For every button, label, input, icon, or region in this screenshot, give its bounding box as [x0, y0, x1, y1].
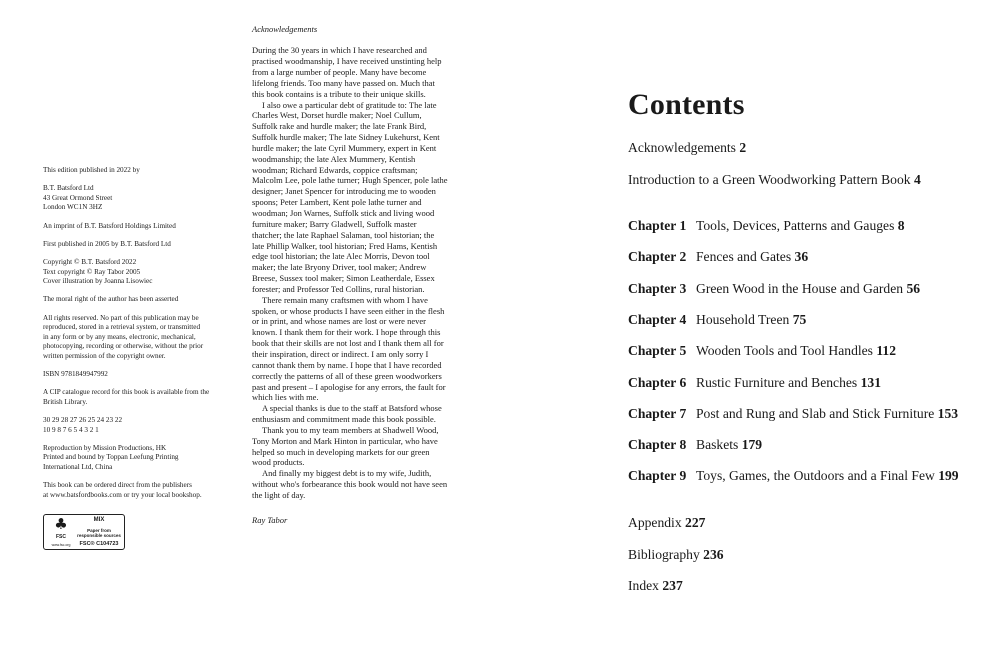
- acknowledgements-paragraph: Thank you to my team members at Shadwell Wood, Tony Morton and Mark Hinton in particular, who have helped so much in developing markets for our green wood products.: [252, 424, 439, 468]
- imprint-line: This edition published in 2022 by: [43, 166, 140, 174]
- chapter-page: 56: [906, 280, 921, 296]
- acknowledgements-paragraph: A special thanks is due to the staff at Batsford whose enthusiasm and commitment made this book possible.: [252, 403, 442, 425]
- chapter-number: Chapter 1: [628, 218, 687, 233]
- toc-entry-title: Bibliography: [628, 546, 700, 562]
- chapter-number: Chapter 8: [628, 437, 687, 453]
- toc-entry-appendix: [628, 515, 705, 531]
- chapter-number: Chapter 7: [628, 405, 687, 421]
- imprint-line: An imprint of B.T. Batsford Holdings Limited: [43, 221, 176, 230]
- chapter-page: 8: [897, 218, 905, 233]
- toc-entry-acknowledgements: [628, 140, 746, 156]
- chapter-title: Fences and Gates: [696, 249, 792, 265]
- imprint-column: [43, 166, 243, 550]
- toc-entry-page: 236: [703, 546, 724, 562]
- toc-entry-introduction: [628, 172, 921, 188]
- chapter-title: Toys, Games, the Outdoors and a Final Few: [696, 468, 935, 484]
- imprint-line: Reproduction by Mission Productions, HK Printed and bound by Toppan Leefung Printing International Ltd, China: [43, 443, 179, 471]
- toc-entry-index: [628, 578, 683, 594]
- chapter-page: 131: [860, 374, 882, 390]
- toc-entry-page: 2: [739, 140, 747, 155]
- chapter-title: Rustic Furniture and Benches: [696, 374, 858, 390]
- toc-entry-page: 227: [685, 515, 706, 530]
- toc-chapter-9: [628, 468, 959, 484]
- imprint-line: All rights reserved. No part of this publication may be reproduced, stored in a retrieval system, or transmitted in any form or by any means, electronic, mechanical, photocopying, recording or otherwise, without the prior written permission of the copyright owner.: [43, 313, 204, 360]
- fsc-mix: MIX: [93, 517, 105, 524]
- toc-chapter-7: [628, 406, 958, 422]
- fsc-source: Paper from responsible sources: [77, 527, 121, 538]
- fsc-site: www.fsc.org: [51, 543, 71, 548]
- toc-entry-page: 4: [913, 172, 921, 187]
- acknowledgements-paragraph: I also owe a particular debt of gratitude to: The late Charles West, Dorset hurdle maker; Noel Cullum, Suffolk rake and hurdle maker; the late Frank Bird, Suffolk hurdle maker; The late Sidney Lukehurst, Kent hurdle maker; the late Cyril Mummery, expert in Kent woodmanship; the late Alex Mummery, Kentish woodman; Richard Edwards, coppice craftsman; Malcolm Lee, pole lathe turner; Hugh Spencer, pole lathe designer; Janet Spencer for introducing me to wooden spoons; Peter Lambert, Kent pole lathe turner and woodman; Jon Warnes, Suffolk stick and living wood furniture maker; Barry Gladwell, Suffolk master thatcher; the late Raphael Salaman, tool historian; the late Phillip Walker, tool historian; Fred Hams, Kentish edge tool historian; the late Alec Morris, Devon tool maker; the late Bryony Driver, tool maker; Andrew Breese, Sussex tool maker; Simon Leatherdale, Essex forester; and Professor Ted Collins, rural historian.: [252, 99, 448, 294]
- toc-chapter-2: [628, 249, 808, 265]
- chapter-number: Chapter 4: [628, 311, 687, 327]
- chapter-number: Chapter 2: [628, 249, 687, 265]
- imprint-line: B.T. Batsford Ltd 43 Great Ormond Street London WC1N 3HZ: [43, 184, 113, 212]
- imprint-line: Copyright © B.T. Batsford 2022 Text copyright © Ray Tabor 2005 Cover illustration by Joanna Lisowiec: [43, 257, 153, 286]
- toc-entry-page: 237: [662, 578, 683, 593]
- acknowledgements-title: Acknowledgements: [252, 24, 318, 34]
- fsc-logo: [43, 514, 125, 550]
- fsc-code: FSC® C104723: [79, 541, 119, 548]
- toc-chapter-3: [628, 281, 920, 297]
- fsc-label: FSC: [56, 534, 66, 541]
- chapter-number: Chapter 3: [628, 280, 687, 296]
- chapter-title: Green Wood in the House and Garden: [696, 280, 904, 296]
- imprint-line: ISBN 9781849947992: [43, 370, 108, 379]
- toc-entry-title: Appendix: [628, 515, 682, 530]
- imprint-line: This book can be ordered direct from the publishers at www.batsfordbooks.com or try your local bookshop.: [43, 481, 202, 499]
- chapter-number: Chapter 6: [628, 374, 687, 390]
- fsc-mark: [46, 517, 76, 547]
- author-signature: Ray Tabor: [252, 514, 288, 525]
- tree-icon: ♣: [54, 515, 68, 534]
- toc-entry-title: Acknowledgements: [628, 140, 736, 155]
- toc-entry-title: Index: [628, 578, 659, 593]
- chapter-page: 153: [937, 405, 959, 421]
- fsc-details: [76, 517, 122, 547]
- toc-chapter-5: [628, 343, 896, 359]
- acknowledgements-paragraph: There remain many craftsmen with whom I have spoken, or whose products I have seen either in the flesh or in print, and whose names are lost or were never known. I thank them for their work. I hope through this book that their skills are not lost and I thank them all for their inspiration, direct or indirect. I am only sorry I cannot thank them by name. I hope that I have recorded correctly the patterns of all of these green woodworkers past and present – I apologise for any errors, the fault for which lies with me.: [252, 294, 446, 403]
- chapter-number: Chapter 9: [628, 468, 687, 484]
- acknowledgements-paragraph: And finally my biggest debt is to my wife, Judith, without who's forbearance this book would not have seen the light of day.: [252, 468, 448, 500]
- imprint-line: 30 29 28 27 26 25 24 23 22 10 9 8 7 6 5 4 3 2 1: [43, 416, 123, 434]
- chapter-title: Wooden Tools and Tool Handles: [696, 343, 873, 359]
- chapter-page: 112: [876, 343, 897, 359]
- chapter-page: 36: [794, 249, 809, 265]
- chapter-page: 199: [938, 468, 959, 484]
- contents-title: Contents: [628, 88, 745, 121]
- chapter-page: 179: [741, 437, 763, 453]
- imprint-line: The moral right of the author has been asserted: [43, 295, 179, 304]
- toc-entry-title: Introduction to a Green Woodworking Pattern Book: [628, 172, 911, 187]
- chapter-title: Household Treen: [696, 311, 790, 327]
- chapter-title: Tools, Devices, Patterns and Gauges: [696, 218, 895, 233]
- chapter-title: Post and Rung and Slab and Stick Furniture: [696, 405, 935, 421]
- acknowledgements-paragraph: During the 30 years in which I have researched and practised woodmanship, I have received unstinting help from a large number of people. Many have become lifelong friends. Too many have passed on. Much that this book contains is a tribute to their unique skills.: [252, 45, 442, 99]
- chapter-page: 75: [792, 311, 807, 327]
- toc-chapter-6: [628, 375, 881, 391]
- toc-chapter-1: [628, 218, 905, 234]
- chapter-number: Chapter 5: [628, 343, 687, 359]
- table-of-contents: [628, 84, 968, 593]
- toc-chapter-4: [628, 312, 806, 328]
- acknowledgements-column: [252, 24, 448, 526]
- toc-entry-bibliography: [628, 547, 724, 563]
- imprint-line: A CIP catalogue record for this book is available from the British Library.: [43, 388, 210, 406]
- chapter-title: Baskets: [696, 437, 739, 453]
- imprint-line: First published in 2005 by B.T. Batsford Ltd: [43, 239, 171, 248]
- toc-chapter-8: [628, 437, 762, 453]
